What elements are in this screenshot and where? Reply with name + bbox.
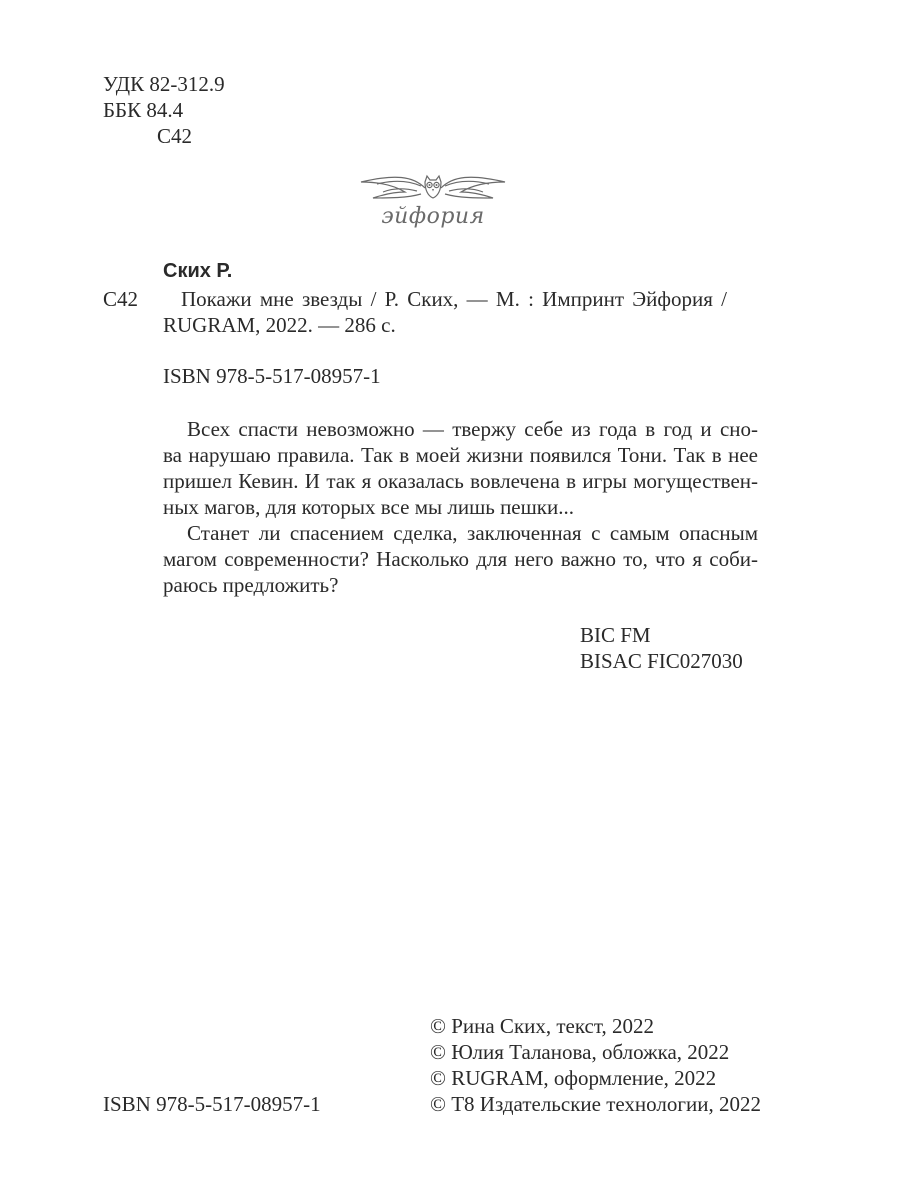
owl-with-wings-icon (355, 168, 511, 208)
annotation-line: Станет ли спасением сделка, заключенная с самым опасным (187, 521, 758, 545)
udk-code: УДК 82-312.9 (103, 72, 225, 96)
bibliographic-line-1: Покажи мне звезды / Р. Ских, — М. : Импринт Эйфория / (181, 287, 727, 311)
author-name: Ских Р. (163, 260, 233, 282)
bic-code: BIC FM (580, 623, 651, 647)
bibliographic-line-2: RUGRAM, 2022. — 286 с. (163, 313, 396, 337)
copyright-line: © Рина Ских, текст, 2022 (430, 1014, 654, 1038)
annotation-line: раюсь предложить? (163, 573, 339, 597)
copyright-line: © Юлия Таланова, обложка, 2022 (430, 1040, 730, 1064)
entry-code: С42 (103, 287, 139, 311)
copyright-line: © Т8 Издательские технологии, 2022 (430, 1092, 761, 1116)
isbn-top: ISBN 978-5-517-08957-1 (163, 364, 381, 388)
isbn-bottom: ISBN 978-5-517-08957-1 (103, 1092, 321, 1116)
copyright-line: © RUGRAM, оформление, 2022 (430, 1066, 717, 1090)
annotation-line: магом современности? Насколько для него важно то, что я соби- (163, 547, 758, 571)
annotation-line: ных магов, для которых все мы лишь пешки... (163, 495, 574, 519)
logo-text: эйфория (381, 204, 485, 229)
author-code: С42 (157, 124, 193, 148)
annotation-line: Всех спасти невозможно — твержу себе из года в год и сно- (187, 417, 758, 441)
annotation-line: ва нарушаю правила. Так в моей жизни появился Тони. Так в нее (163, 443, 758, 467)
annotation-line: пришел Кевин. И так я оказалась вовлечена в игры могуществен- (163, 469, 758, 493)
publisher-logo (355, 168, 511, 238)
bbk-code: ББК 84.4 (103, 98, 184, 122)
bisac-code: BISAC FIC027030 (580, 649, 743, 673)
